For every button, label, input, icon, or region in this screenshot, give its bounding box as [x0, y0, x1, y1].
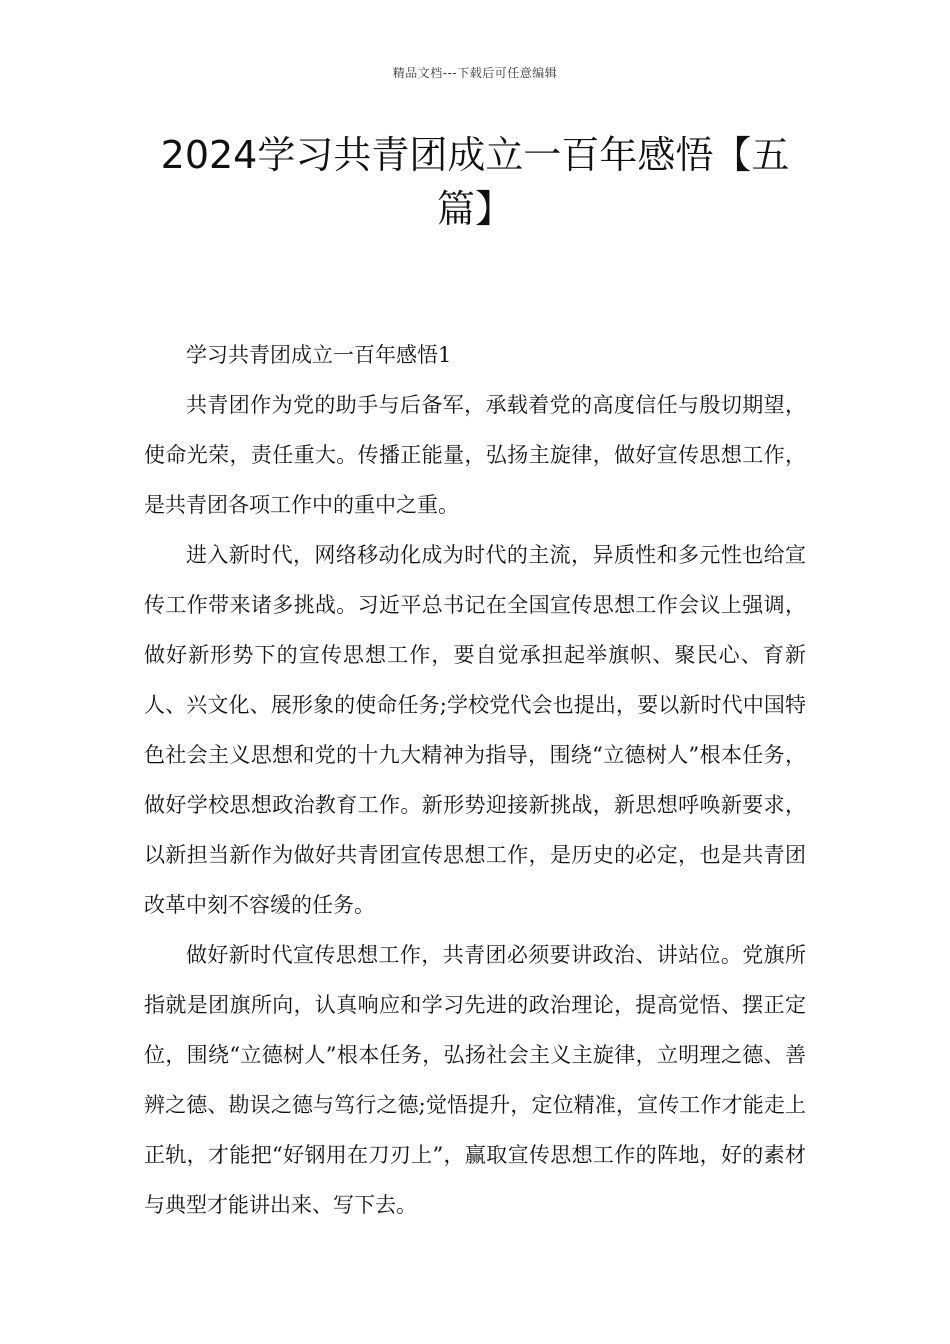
- header-note: 精品文档---下载后可任意编辑: [392, 66, 558, 80]
- paragraph: 共青团作为党的助手与后备军，承载着党的高度信任与殷切期望，使命光荣，责任重大。传播正能量，弘扬主旋律，做好宣传思想工作，是共青团各项工作中的重中之重。: [144, 393, 806, 517]
- paragraph: 进入新时代，网络移动化成为时代的主流，异质性和多元性也给宣传工作带来诸多挑战。习近平总书记在全国宣传思想工作会议上强调，做好新形势下的宣传思想工作，要自觉承担起举旗帜、聚民心、育新人、兴文化、展形象的使命任务;学校党代会也提出，要以新时代中国特色社会主义思想和党的十九大精神为指导，围绕“立德树人”根本任务，做好学校思想政治教育工作。新形势迎接新挑战，新思想呼唤新要求，以新担当新作为做好共青团宣传思想工作，是历史的必定，也是共青团改革中刻不容缓的任务。: [144, 543, 806, 917]
- paragraph: 做好新时代宣传思想工作，共青团必须要讲政治、讲站位。党旗所指就是团旗所向，认真响应和学习先进的政治理论，提高觉悟、摆正定位，围绕“立德树人”根本任务，弘扬社会主义主旋律，立明理之德、善辨之德、勘误之德与笃行之德;觉悟提升，定位精准，宣传工作才能走上正轨，才能把“好钢用在刀刃上”，赢取宣传思想工作的阵地，好的素材与典型才能讲出来、写下去。: [144, 943, 806, 1217]
- document-title: 2024学习共青团成立一百年感悟【五篇】: [160, 133, 790, 231]
- section-heading: 学习共青团成立一百年感悟1: [186, 343, 452, 367]
- document-body: [144, 330, 806, 1230]
